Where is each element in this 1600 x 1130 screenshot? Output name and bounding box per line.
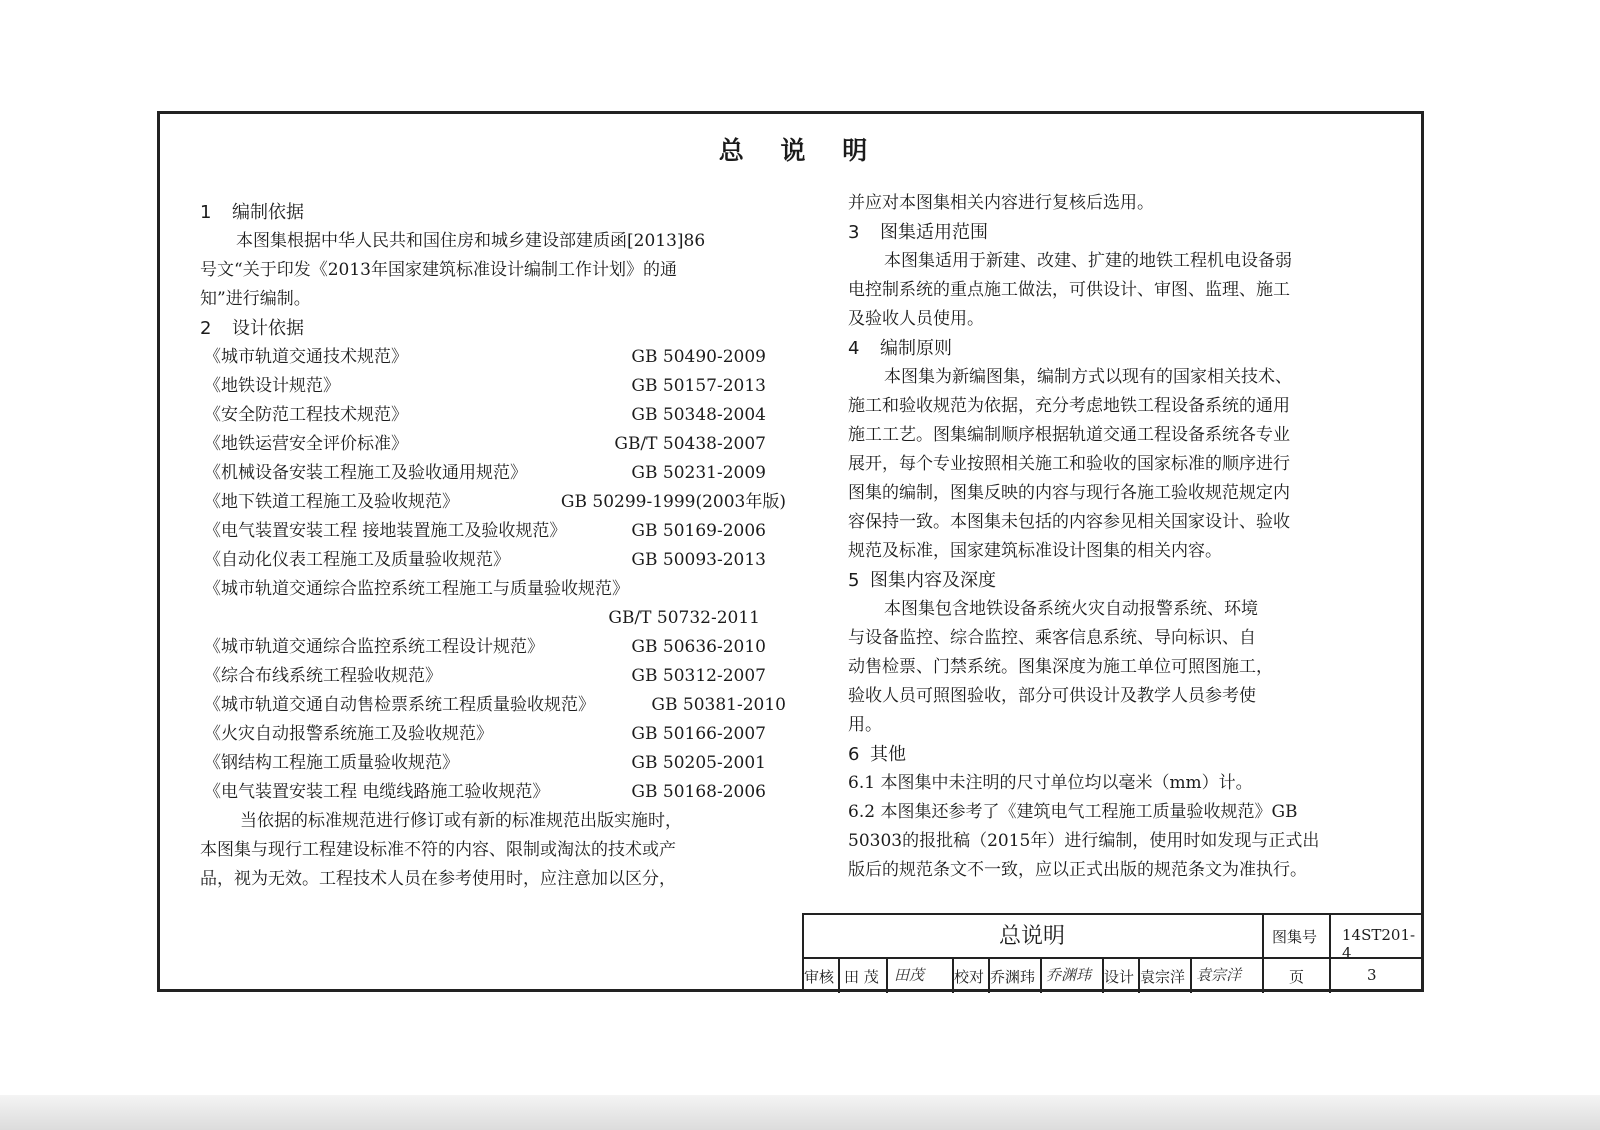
- standard-name: 《火灾自动报警系统施工及验收规范》: [204, 724, 493, 744]
- standard-name: 《城市轨道交通综合监控系统工程施工与质量验收规范》: [204, 579, 629, 599]
- standard-code: GB 50168-2006: [631, 782, 766, 802]
- cell-divider: [1329, 959, 1331, 993]
- cell-divider: [1262, 959, 1264, 993]
- title-block-row-top: [802, 913, 1421, 962]
- atlas-number: 14ST201-4: [1342, 926, 1416, 962]
- section-title: 编制原则: [880, 338, 952, 359]
- designer-label: 设计: [1104, 968, 1135, 986]
- standard-code: GB 50169-2006: [631, 521, 766, 541]
- standard-item: [200, 517, 790, 546]
- paragraph-line: 当依据的标准规范进行修订或有新的标准规范出版实施时，: [240, 811, 682, 831]
- reviewer-signature: 田茂: [894, 966, 925, 984]
- standard-name: 《电气装置安装工程 接地装置施工及验收规范》: [204, 521, 567, 541]
- standard-item: [200, 546, 790, 575]
- paragraph-line: 动售检票、门禁系统。图集深度为施工单位可照图施工，: [848, 657, 1273, 677]
- paragraph-line: 施工工艺。图集编制顺序根据轨道交通工程设备系统各专业: [848, 425, 1290, 445]
- standard-item: [200, 749, 790, 778]
- title-block-title: 总说明: [998, 924, 1065, 949]
- standard-code: GB 50348-2004: [631, 405, 766, 425]
- standard-item: [200, 662, 790, 691]
- cell-divider: [838, 959, 840, 993]
- paragraph-line: 与设备监控、综合监控、乘客信息系统、导向标识、自: [848, 628, 1256, 648]
- title-block-row-bottom: [802, 957, 1421, 993]
- standard-item: [200, 778, 790, 807]
- section-title: 图集内容及深度: [870, 570, 996, 591]
- section-title: 其他: [870, 744, 906, 765]
- designer-name: 袁宗洋: [1140, 968, 1186, 986]
- standard-item: [200, 430, 790, 459]
- standard-item: [200, 343, 790, 372]
- standard-code: GB 50312-2007: [631, 666, 766, 686]
- page-title: 总 说 明: [718, 136, 882, 165]
- checker-label: 校对: [954, 968, 985, 986]
- section-title: 设计依据: [232, 318, 304, 339]
- checker-signature: 乔渊玮: [1046, 966, 1092, 984]
- title-block: [802, 913, 1421, 991]
- standard-code: GB/T 50438-2007: [614, 434, 766, 454]
- paragraph-line: 展开，每个专业按照相关施工和验收的国家标准的顺序进行: [848, 454, 1290, 474]
- standard-name: 《地铁设计规范》: [204, 376, 340, 396]
- standard-name: 《钢结构工程施工质量验收规范》: [204, 753, 459, 773]
- standard-name: 《城市轨道交通技术规范》: [204, 347, 408, 367]
- cell-divider: [1262, 915, 1264, 959]
- cell-divider: [1190, 959, 1192, 993]
- page-label: 页: [1289, 968, 1305, 986]
- standard-item: [200, 401, 790, 430]
- reviewer-label: 审核: [804, 968, 835, 986]
- scan-edge: [0, 1095, 1600, 1130]
- page-number: 3: [1367, 966, 1377, 984]
- standard-name: 《自动化仪表工程施工及质量验收规范》: [204, 550, 510, 570]
- section-3-heading: [848, 218, 1388, 247]
- paragraph-line: 知”进行编制。: [200, 289, 311, 309]
- paragraph-line: 本图集包含地铁设备系统火灾自动报警系统、环境: [884, 599, 1258, 619]
- paragraph-line: 6.1 本图集中未注明的尺寸单位均以毫米（mm）计。: [848, 773, 1253, 793]
- standard-item: [200, 633, 790, 662]
- standard-name: 《地下铁道工程施工及验收规范》: [204, 492, 459, 512]
- standard-name: 《地铁运营安全评价标准》: [204, 434, 408, 454]
- cell-divider: [886, 959, 888, 993]
- section-number: 4: [848, 338, 860, 359]
- designer-signature: 袁宗洋: [1196, 966, 1242, 984]
- standard-code: GB 50636-2010: [631, 637, 766, 657]
- paragraph-line: 6.2 本图集还参考了《建筑电气工程施工质量验收规范》GB: [848, 802, 1298, 822]
- paragraph-line: 50303的报批稿（2015年）进行编制，使用时如发现与正式出: [848, 831, 1320, 851]
- standard-code: GB 50231-2009: [631, 463, 766, 483]
- checker-name: 乔渊玮: [990, 968, 1036, 986]
- section-number: 3: [848, 222, 860, 243]
- paragraph-line: 图集的编制，图集反映的内容与现行各施工验收规范规定内: [848, 483, 1290, 503]
- standard-code: GB 50205-2001: [631, 753, 766, 773]
- section-1-heading: [200, 198, 790, 227]
- section-6-heading: [848, 740, 1388, 769]
- section-number: 1: [200, 202, 212, 223]
- reviewer-name: 田 茂: [844, 968, 879, 986]
- paragraph-line: 品，视为无效。工程技术人员在参考使用时，应注意加以区分，: [200, 869, 676, 889]
- standard-item: [200, 575, 790, 604]
- standard-code: GB 50157-2013: [631, 376, 766, 396]
- standard-code: GB 50490-2009: [631, 347, 766, 367]
- section-4-heading: [848, 334, 1388, 363]
- standard-name: 《安全防范工程技术规范》: [204, 405, 408, 425]
- cell-divider: [1329, 915, 1331, 959]
- paragraph-line: 及验收人员使用。: [848, 309, 984, 329]
- paragraph-line: 验收人员可照图验收，部分可供设计及教学人员参考使: [848, 686, 1256, 706]
- paragraph-line: 本图集根据中华人民共和国住房和城乡建设部建质函[2013]86: [236, 231, 706, 251]
- standard-item: [200, 459, 790, 488]
- standard-item: [200, 720, 790, 749]
- section-2-heading: [200, 314, 790, 343]
- paragraph-line: 规范及标准，国家建筑标准设计图集的相关内容。: [848, 541, 1222, 561]
- standard-name: 《城市轨道交通综合监控系统工程设计规范》: [204, 637, 544, 657]
- standard-item: [200, 488, 790, 517]
- standard-code: GB/T 50732-2011: [608, 608, 760, 628]
- section-5-heading: [848, 566, 1388, 595]
- standard-name: 《电气装置安装工程 电缆线路施工验收规范》: [204, 782, 550, 802]
- standard-code: GB 50166-2007: [631, 724, 766, 744]
- paragraph-line: 电控制系统的重点施工做法，可供设计、审图、监理、施工: [848, 280, 1290, 300]
- paragraph-line: 号文“关于印发《2013年国家建筑标准设计编制工作计划》的通: [200, 260, 677, 280]
- paragraph-line: 本图集适用于新建、改建、扩建的地铁工程机电设备弱: [884, 251, 1292, 271]
- standard-code: GB 50299-1999(2003年版): [560, 492, 786, 512]
- paragraph-line: 版后的规范条文不一致，应以正式出版的规范条文为准执行。: [848, 860, 1307, 880]
- standard-name: 《机械设备安装工程施工及验收通用规范》: [204, 463, 527, 483]
- standard-code: GB 50381-2010: [651, 695, 786, 715]
- standard-code: GB 50093-2013: [631, 550, 766, 570]
- standard-item: [200, 691, 790, 720]
- atlas-number-label: 图集号: [1272, 928, 1318, 946]
- paragraph-line: 用。: [848, 715, 882, 735]
- paragraph-line: 容保持一致。本图集未包括的内容参见相关国家设计、验收: [848, 512, 1290, 532]
- standard-name: 《综合布线系统工程验收规范》: [204, 666, 442, 686]
- left-column: [200, 198, 790, 894]
- paragraph-line: 本图集与现行工程建设标准不符的内容、限制或淘汰的技术或产: [200, 840, 676, 860]
- standard-item: [200, 372, 790, 401]
- section-number: 5: [848, 570, 860, 591]
- paragraph-line: 施工和验收规范为依据，充分考虑地铁工程设备系统的通用: [848, 396, 1290, 416]
- right-column: [848, 189, 1388, 885]
- paragraph-line: 本图集为新编图集，编制方式以现有的国家相关技术、: [884, 367, 1292, 387]
- section-title: 编制依据: [232, 202, 304, 223]
- cell-divider: [1040, 959, 1042, 993]
- paragraph-line: 并应对本图集相关内容进行复核后选用。: [848, 193, 1154, 213]
- section-title: 图集适用范围: [880, 222, 988, 243]
- section-number: 6: [848, 744, 860, 765]
- section-number: 2: [200, 318, 212, 339]
- standard-name: 《城市轨道交通自动售检票系统工程质量验收规范》: [204, 695, 595, 715]
